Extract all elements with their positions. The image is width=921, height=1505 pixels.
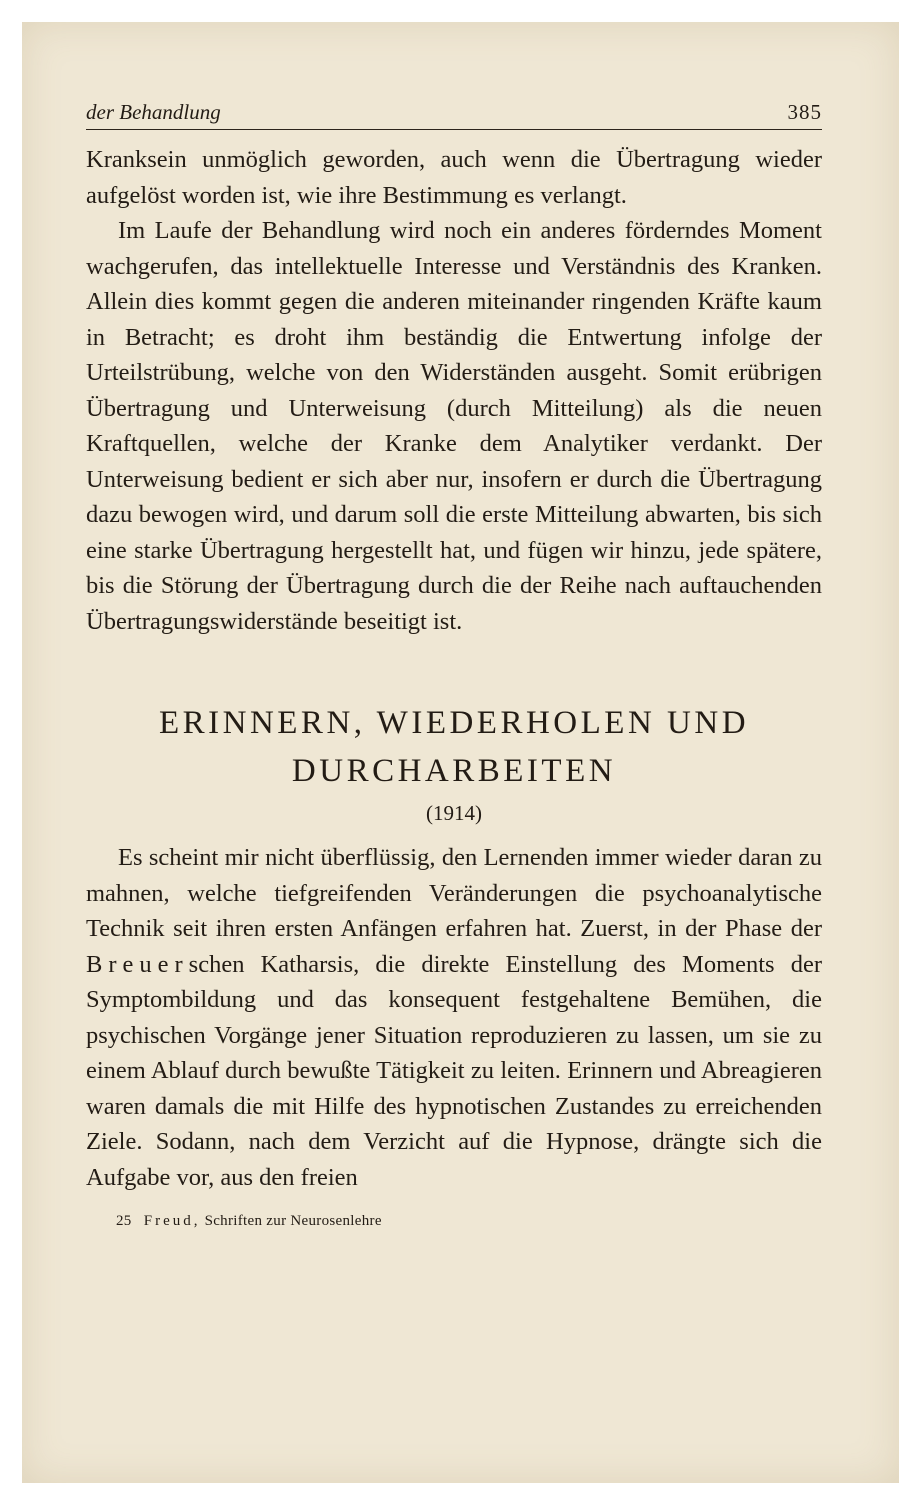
chapter-title-line-2: DURCHARBEITEN [291,753,617,789]
chapter-text-part-1: Es scheint mir nicht überflüssig, den Lernenden immer wieder daran zu mahnen, welche tiefgreifenden Veränderungen die psychoanalytische Technik seit ihren ersten Anfängen erfahren hat. Zuerst, in der Phase der [86,844,822,942]
running-title: der Behandlung [86,100,221,124]
chapter-title [86,699,822,795]
signature-number: 25 [116,1213,132,1229]
signature-book-title: Schriften zur Neurosenlehre [204,1213,382,1229]
book-page [22,22,899,1483]
printer-signature [86,1213,822,1230]
running-header [86,100,822,130]
spaced-name: Breuer [86,950,189,978]
page-content [86,100,822,1230]
chapter-year: (1914) [426,801,482,825]
chapter-title-line-1: ERINNERN, WIEDERHOLEN UND [158,705,750,741]
body-paragraph: Im Laufe der Behandlung wird noch ein anderes förderndes Moment wachgerufen, das intellektuelle Interesse und Verständnis des Kranken. Allein dies kommt gegen die anderen miteinander ringenden Kräfte kaum in Betracht; es droht ihm beständig die Entwertung infolge der Urteilstrübung, welche von den Widerständen ausgeht. Somit erübrigen Übertragung und Unterweisung (durch Mitteilung) als die neuen Kraftquellen, welche der Kranke dem Analytiker verdankt. Der Unterweisung bedient er sich aber nur, insofern er durch die Übertragung dazu bewogen wird, und darum soll die erste Mitteilung abwarten, bis sich eine starke Übertragung hergestellt hat, und fügen wir hinzu, jede spätere, bis die Störung der Übertragung durch die der Reihe nach auftauchenden Übertragungswiderstände beseitigt ist. [86,217,822,635]
page-number: 385 [787,100,822,124]
chapter-opening-paragraph [86,840,822,1195]
continuation-paragraph: Kranksein unmöglich geworden, auch wenn die Übertragung wieder aufgelöst worden ist, wie ihre Bestimmung es verlangt. [86,146,822,209]
signature-author: Freud, [143,1213,201,1229]
chapter-text-part-2: schen Katharsis, die direkte Einstellung des Moments der Symptombildung und das konsequent festgehaltene Bemühen, die psychischen Vorgänge jener Situation reproduzieren zu lassen, um sie zu einem Ablauf durch bewußte Tätigkeit zu leiten. Erinnern und Abreagieren waren damals die mit Hilfe des hypnotischen Zustandes zu erreichenden Ziele. Sodann, nach dem Verzicht auf die Hypnose, drängte sich die Aufgabe vor, aus den freien [86,950,822,1191]
